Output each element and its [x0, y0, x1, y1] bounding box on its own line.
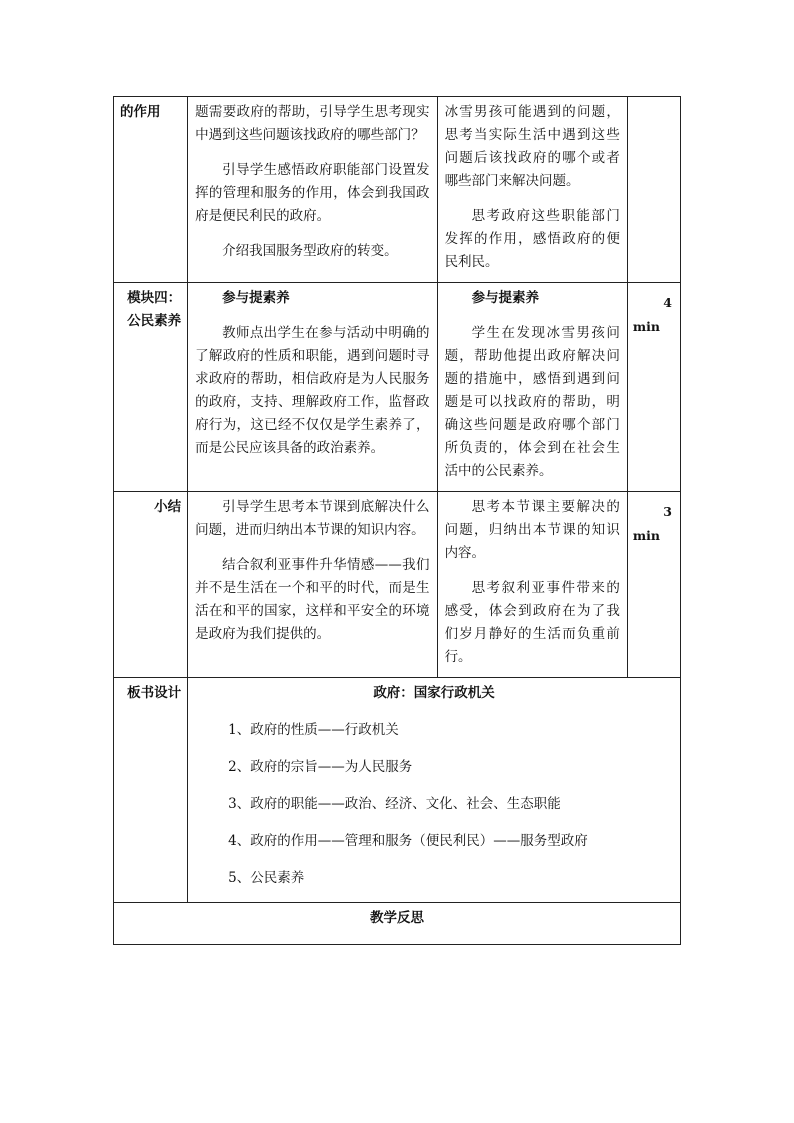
- board-item: 1、政府的性质——行政机关: [228, 722, 399, 738]
- time-number: 4: [663, 295, 672, 310]
- board-title: 政府：国家行政机关: [373, 685, 495, 701]
- student-paragraph: 思考本节课主要解决的问题，归纳出本节课的知识内容。: [444, 499, 620, 561]
- lesson-plan-table: [113, 96, 681, 945]
- board-label: 板书设计: [127, 685, 182, 701]
- teacher-paragraph: 引导学生思考本节课到底解决什么问题，进而归纳出本节课的知识内容。: [195, 499, 430, 538]
- teacher-paragraph: 引导学生感悟政府职能部门设置发挥的管理和服务的作用，体会到我国政府是便民利民的政府。: [195, 162, 430, 224]
- blackboard-design-cell: [188, 678, 681, 903]
- student-paragraph: 思考政府这些职能部门发挥的作用，感悟政府的便民利民。: [444, 208, 620, 270]
- teacher-paragraph: 题需要政府的帮助，引导学生思考现实中遇到这些问题该找政府的哪些部门？: [195, 104, 430, 143]
- stage-cell: [114, 283, 188, 492]
- time-cell: [627, 283, 680, 492]
- student-paragraph: 冰雪男孩可能遇到的问题，思考当实际生活中遇到这些问题后该找政府的哪个或者哪些部门来解决问题。: [444, 104, 620, 189]
- student-activity-cell: [437, 492, 627, 678]
- stage-cell: [114, 97, 188, 283]
- teacher-paragraph: 介绍我国服务型政府的转变。: [222, 243, 398, 259]
- time-cell: [627, 97, 680, 283]
- reflection-title: 教学反思: [370, 910, 424, 926]
- time-number: 3: [663, 504, 672, 519]
- stage-cell: [114, 678, 188, 903]
- table-row: [114, 492, 681, 678]
- table-row: [114, 97, 681, 283]
- stage-label: 小结: [154, 499, 182, 515]
- teacher-activity-cell: [188, 492, 437, 678]
- board-item: 3、政府的职能——政治、经济、文化、社会、生态职能: [228, 796, 561, 812]
- stage-cell: [114, 492, 188, 678]
- reflection-cell: [114, 903, 681, 945]
- teacher-activity-cell: [188, 97, 437, 283]
- teacher-paragraph: 教师点出学生在参与活动中明确的了解政府的性质和职能，遇到问题时寻求政府的帮助，相信政府是为人民服务的政府，支持、理解政府工作，监督政府行为，这已经不仅仅是学生素养了，而是公民应该具备的政治素养。: [195, 325, 430, 456]
- board-item: 5、公民素养: [228, 870, 305, 886]
- teacher-activity-cell: [188, 283, 437, 492]
- board-item: 4、政府的作用——管理和服务（便民利民）——服务型政府: [228, 833, 588, 849]
- student-section-heading: 参与提素养: [471, 290, 540, 306]
- student-activity-cell: [437, 97, 627, 283]
- table-row: [114, 283, 681, 492]
- stage-label: 的作用: [120, 104, 161, 120]
- student-paragraph: 学生在发现冰雪男孩问题，帮助他提出政府解决问题的措施中，感悟到遇到问题是可以找政府的帮助，明确这些问题是政府哪个部门所负责的，体会到在社会生活中的公民素养。: [444, 325, 620, 479]
- teacher-paragraph: 结合叙利亚事件升华情感——我们并不是生活在一个和平的时代，而是生活在和平的国家，这样和平安全的环境是政府为我们提供的。: [195, 557, 430, 642]
- time-cell: [627, 492, 680, 678]
- student-paragraph: 思考叙利亚事件带来的感受，体会到政府在为了我们岁月静好的生活而负重前行。: [444, 580, 620, 665]
- time-unit: min: [632, 528, 660, 543]
- table-row: [114, 678, 681, 903]
- stage-label: 模块四：公民素养: [127, 290, 182, 329]
- student-activity-cell: [437, 283, 627, 492]
- teacher-section-heading: 参与提素养: [222, 290, 290, 306]
- time-unit: min: [632, 319, 660, 334]
- board-item: 2、政府的宗旨——为人民服务: [228, 759, 413, 775]
- table-row: [114, 903, 681, 945]
